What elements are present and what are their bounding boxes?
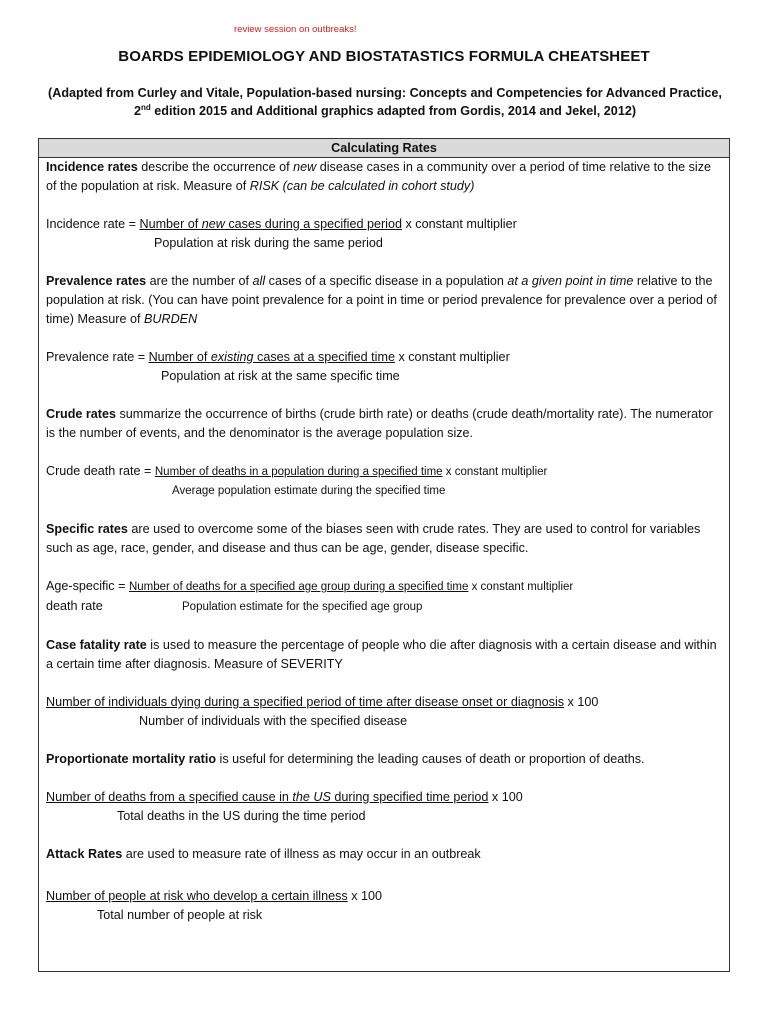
prevalence-term: Prevalence rates [46, 274, 147, 288]
rates-table [38, 138, 730, 972]
prevalence-formula: Prevalence rate = Number of existing cases at a specified time x constant multiplier [46, 350, 510, 364]
case-fatality-description: Case fatality rate is used to measure the percentage of people who die after diagnosis with a certain disease and within a certain time after diagnosis. Measure of SEVERITY [46, 638, 717, 671]
crude-denominator: Average population estimate during the specified time [172, 485, 446, 497]
specific-numerator: Number of deaths for a specified age group during a specified time [128, 581, 469, 593]
crude-term: Crude rates [46, 407, 116, 421]
incidence-description: Incidence rates describe the occurrence of new disease cases in a community over a period of time relative to the size of the population at risk. Measure of RISK (can be calculated in cohort study) [46, 160, 712, 193]
case-fatality-denominator: Number of individuals with the specified disease [139, 714, 408, 728]
page-title: BOARDS EPIDEMIOLOGY AND BIOSTATASTICS FORMULA CHEATSHEET [118, 48, 650, 65]
crude-formula: Crude death rate = Number of deaths in a population during a specified time x constant multiplier [46, 464, 548, 478]
crude-numerator: Number of deaths in a population during a specified time [154, 466, 443, 478]
rates-content [39, 158, 729, 925]
citation-line-2: edition 2015 and Additional graphics adapted from Gordis, 2014 and Jekel, 2012) [150, 104, 637, 118]
pmr-formula: Number of deaths from a specified cause in the US during specified time period x 100 [46, 790, 523, 804]
incidence-numerator: Number of new cases during a specified period [139, 217, 402, 231]
edition-number: 2 [133, 104, 141, 118]
attack-description: Attack Rates are used to measure rate of illness as may occur in an outbreak [46, 847, 481, 861]
citation-line-1: (Adapted from Curley and Vitale, Population-based nursing: Concepts and Competencies for Advanced Practice, [48, 86, 722, 100]
attack-numerator: Number of people at risk who develop a certain illness [46, 889, 348, 903]
specific-formula-line-2: death rate Population estimate for the specified age group [46, 599, 423, 613]
specific-denominator: Population estimate for the specified age group [182, 601, 423, 613]
prevalence-denominator: Population at risk at the same specific time [161, 369, 400, 383]
specific-description: Specific rates are used to overcome some of the biases seen with crude rates. They are used to control for variables such as age, race, gender, and disease and thus can be age, gender, disease specific. [46, 522, 701, 555]
prevalence-description: Prevalence rates are the number of all cases of a specific disease in a population at a given point in time relative to the population at risk. (You can have point prevalence for a point in time or period prevalence for prevalence over a period of time) Measure of BURDEN [46, 274, 717, 326]
incidence-formula: Incidence rate = Number of new cases during a specified period x constant multiplier [46, 217, 517, 231]
source-citation [40, 84, 730, 120]
incidence-term: Incidence rates [46, 160, 138, 174]
specific-formula: Age-specific = Number of deaths for a specified age group during a specified time x constant multiplier [46, 579, 574, 593]
pmr-description: Proportionate mortality ratio is useful for determining the leading causes of death or proportion of deaths. [46, 752, 645, 766]
pmr-denominator: Total deaths in the US during the time period [117, 809, 366, 823]
case-fatality-term: Case fatality rate [46, 638, 147, 652]
specific-term: Specific rates [46, 522, 128, 536]
case-fatality-numerator: Number of individuals dying during a specified period of time after disease onset or diagnosis [46, 695, 565, 709]
review-note: review session on outbreaks! [234, 24, 357, 35]
pmr-term: Proportionate mortality ratio [46, 752, 217, 766]
attack-denominator: Total number of people at risk [97, 908, 263, 922]
attack-term: Attack Rates [46, 847, 123, 861]
crude-description: Crude rates summarize the occurrence of births (crude birth rate) or deaths (crude death/mortality rate). The numerator is the number of events, and the denominator is the average population size. [46, 407, 713, 440]
case-fatality-formula: Number of individuals dying during a specified period of time after disease onset or diagnosis x 100 [46, 695, 599, 709]
edition-ordinal-suffix: nd [141, 102, 151, 112]
prevalence-numerator: Number of existing cases at a specified time [148, 350, 395, 364]
pmr-numerator: Number of deaths from a specified cause in the US during specified time period [46, 790, 489, 804]
attack-formula: Number of people at risk who develop a certain illness x 100 [46, 889, 383, 903]
incidence-denominator: Population at risk during the same period [154, 236, 383, 250]
section-heading: Calculating Rates [39, 139, 729, 158]
